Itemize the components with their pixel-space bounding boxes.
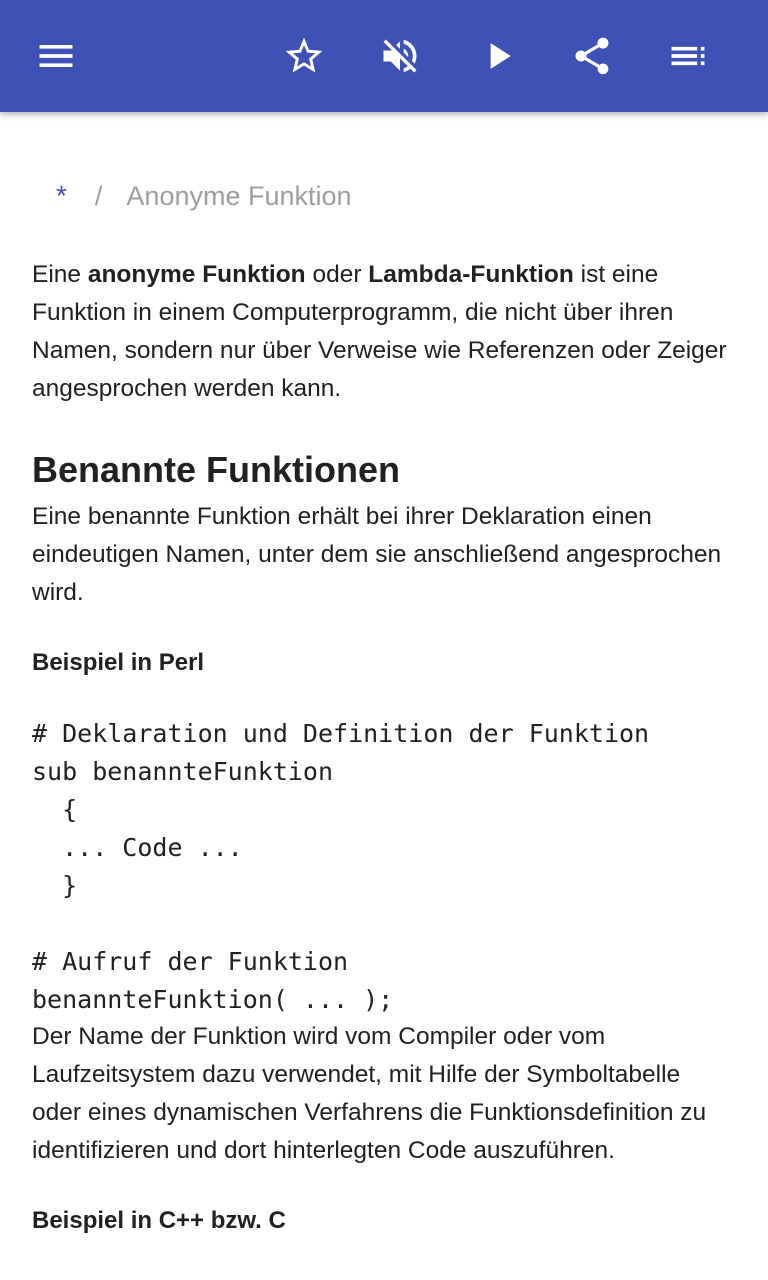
share-icon <box>570 34 614 78</box>
example-perl-heading: Beispiel in Perl <box>32 649 205 676</box>
after-code-paragraph: Der Name der Funktion wird vom Compiler oder vom Laufzeitsystem dazu verwendet, mit Hilfe der Symboltabelle oder eines dynamischen Verfahrens die Funktionsdefinition zu identifizieren und dort hinterlegten Code auszuführen. <box>32 1023 707 1164</box>
intro-bold-lambda-function: Lambda-Funktion <box>368 261 574 288</box>
mute-button[interactable] <box>376 32 424 80</box>
table-of-contents-button[interactable] <box>664 32 712 80</box>
section-heading: Benannte Funktionen <box>32 449 400 490</box>
intro-bold-anonymous-function: anonyme Funktion <box>87 261 306 288</box>
intro-text-2: oder <box>305 261 369 288</box>
menu-icon <box>34 34 78 78</box>
play-button[interactable] <box>474 32 522 80</box>
breadcrumb-root-link[interactable]: * <box>56 180 67 211</box>
volume-off-icon <box>378 34 422 78</box>
intro-text-3: ist eine Funktion in einem Computerprogramm, die nicht über ihren Namen, sondern nur über Verweise wie Referenzen oder Zeiger angesprochen werden kann. <box>32 261 727 402</box>
favorite-button[interactable] <box>280 32 328 80</box>
menu-button[interactable] <box>32 32 80 80</box>
table-of-contents-icon <box>666 34 710 78</box>
share-button[interactable] <box>568 32 616 80</box>
intro-text-1: Eine <box>32 261 88 288</box>
breadcrumb-separator: / <box>94 181 103 211</box>
code-block-perl: # Deklaration und Definition der Funktion sub benannteFunktion { ... Code ... } # Aufruf der Funktion benannteFunktion( ... ); <box>32 719 650 1014</box>
example-cpp-heading: Beispiel in C++ bzw. C <box>32 1207 286 1234</box>
breadcrumb-current: Anonyme Funktion <box>126 181 352 211</box>
star-outline-icon <box>282 34 326 78</box>
play-icon <box>476 34 520 78</box>
intro-paragraph <box>32 256 732 408</box>
app-bar <box>0 0 768 112</box>
breadcrumb <box>56 180 352 212</box>
section-paragraph: Eine benannte Funktion erhält bei ihrer Deklaration einen eindeutigen Namen, unter dem sie anschließend angesprochen wird. <box>32 503 722 606</box>
